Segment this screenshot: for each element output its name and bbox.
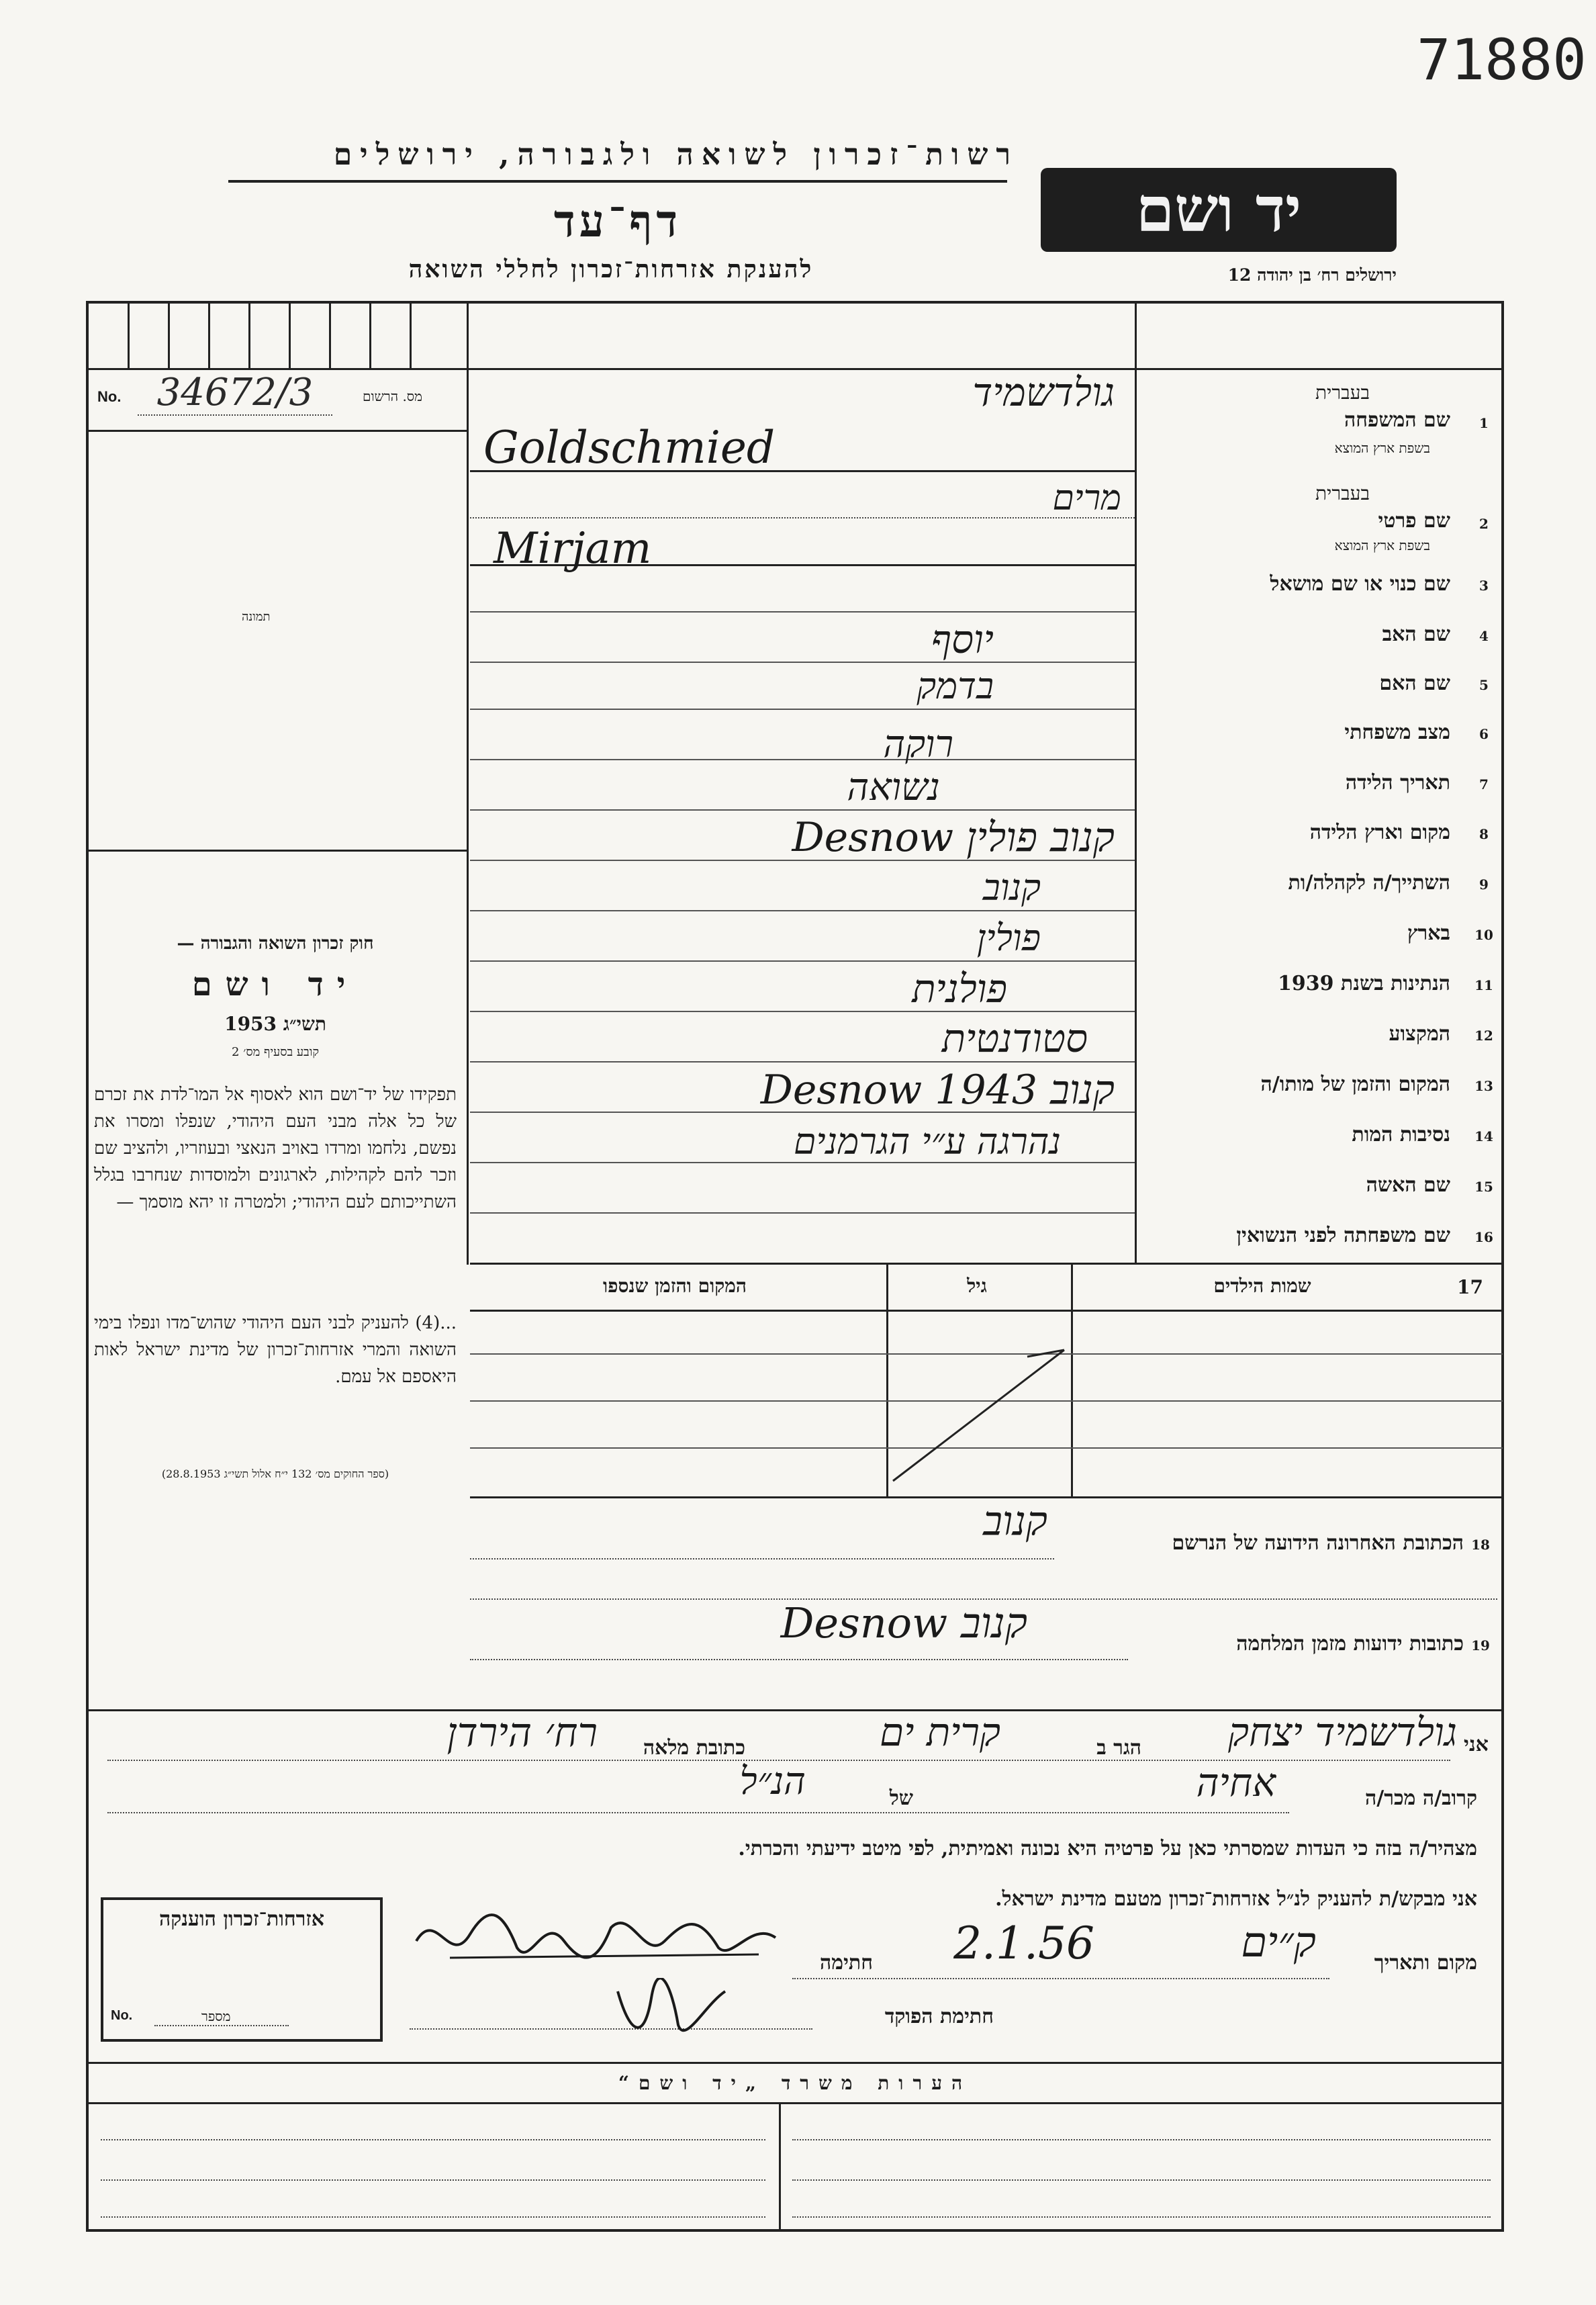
registration-number: 34672/3 bbox=[138, 371, 332, 416]
field-10-number: 10 bbox=[1474, 927, 1493, 943]
field-2-number: 2 bbox=[1479, 516, 1489, 532]
field-1-value-origin: Goldschmied bbox=[483, 422, 776, 473]
field-10-value: פולין bbox=[976, 917, 1041, 959]
field-8-number: 8 bbox=[1479, 826, 1489, 842]
officer-signature-label: חתימת הפוקד bbox=[884, 2005, 994, 2028]
field-7-number: 7 bbox=[1479, 776, 1489, 793]
place-value: ק״ים bbox=[1241, 1917, 1316, 1967]
officer-signature bbox=[604, 1978, 739, 2052]
field-9-value: קנוב bbox=[982, 866, 1041, 909]
field-11-label: הנתינות בשנת 1939 bbox=[1277, 972, 1450, 995]
photo-box-bottom bbox=[87, 850, 467, 852]
law-reference: (ספר החוקים מס׳ 132 י״ח אלול תשי״ג 28.8.1953) bbox=[161, 1467, 389, 1480]
field-4-number: 4 bbox=[1479, 628, 1489, 644]
field-6-number: 6 bbox=[1479, 726, 1489, 742]
of-label: של bbox=[889, 1787, 913, 1810]
award-title: אזרחות־זכרון הוענקה bbox=[158, 1907, 325, 1931]
field-16-number: 16 bbox=[1474, 1229, 1493, 1245]
field-2-label: שם פרטי bbox=[1378, 509, 1450, 533]
field-13-number: 13 bbox=[1474, 1078, 1493, 1094]
field-5-value: בדמק bbox=[917, 665, 994, 707]
page-id: 71880 bbox=[1417, 27, 1587, 93]
law-text-paragraph-1: תפקידו של יד־ושם הוא לאסוף אל המו־לדת את זכרם של כל אלה מבני העם היהודי, שנפלו ומסרו את נפשם, נלחמו ומרדו באויב הנאצי ובעוזריו, ולהציב שם וזכר להם לקהילות, לארגונים ולמוסדות שנחרבו בגלל השתייכותם לעם היהודי; ולמטרה זו יהא מוסמך — bbox=[94, 1085, 457, 1212]
field-12-number: 12 bbox=[1474, 1028, 1493, 1044]
field-12-label: המקצוע bbox=[1389, 1022, 1450, 1046]
column-divider-left bbox=[467, 301, 469, 1265]
law-clause: קובע בסעיף מס׳ 2 bbox=[232, 1045, 319, 1059]
law-year: תשי״ג 1953 bbox=[224, 1013, 326, 1035]
header-rule bbox=[228, 180, 1007, 183]
date-value: 2.1.56 bbox=[953, 1917, 1094, 1969]
declaration-ani: אני bbox=[1464, 1733, 1489, 1756]
form-title: דף־עד bbox=[553, 195, 682, 247]
field-6-label: מצב משפחתי bbox=[1344, 721, 1450, 744]
children-place-header: המקום והזמן שנספו bbox=[603, 1275, 747, 1297]
field-1-label: שם המשפחה bbox=[1344, 408, 1450, 432]
field-19-label: כתובות ידועות מזמן המלחמה bbox=[1236, 1632, 1464, 1656]
declarant-resides-label: הגר ב bbox=[1096, 1736, 1141, 1760]
organization-name: רשות־זכרון לשואה ולגבורה, ירושלים bbox=[333, 138, 1019, 172]
address-label: כתובת מלאה bbox=[643, 1736, 745, 1760]
field-15-number: 15 bbox=[1474, 1179, 1493, 1195]
relative-label: קרוב/ה מכר/ה bbox=[1365, 1787, 1477, 1810]
of-value: הנ״ל bbox=[739, 1760, 806, 1803]
declarant-name: גולדשמיד יצחק bbox=[1227, 1709, 1457, 1755]
award-no-label: No. bbox=[111, 2008, 133, 2023]
field-6-value: רוקה bbox=[883, 723, 953, 766]
law-heading-block bbox=[94, 934, 457, 1059]
field-2-value-origin: Mirjam bbox=[494, 524, 652, 574]
field-8-value: קנוב פולין Desnow bbox=[792, 814, 1115, 861]
field-9-number: 9 bbox=[1479, 876, 1489, 893]
yad-vashem-logo: יד ושם bbox=[1041, 168, 1397, 252]
field-13-label: המקום והזמן של מותו/ה bbox=[1260, 1073, 1450, 1096]
law-name: יד ושם bbox=[191, 966, 359, 1003]
award-number-label: מספר bbox=[201, 2008, 231, 2024]
field-3-label: שם כנוי או שם מושאל bbox=[1270, 572, 1450, 596]
field-17-number: 17 bbox=[1457, 1276, 1483, 1298]
field-10-label: בארץ bbox=[1407, 921, 1450, 945]
logo-address: ירושלים רח׳ בן יהודה 12 bbox=[1227, 265, 1397, 285]
field-1-number: 1 bbox=[1479, 415, 1489, 431]
field-18-value: קנוב bbox=[983, 1498, 1047, 1545]
law-title: חוק זכרון השואה והגבורה — bbox=[177, 934, 374, 954]
children-names-header: שמות הילדים bbox=[1213, 1275, 1311, 1297]
field-4-label: שם האב bbox=[1382, 623, 1450, 646]
photo-label: תמונה bbox=[242, 610, 271, 624]
field-19-value: קנוב Desnow bbox=[780, 1598, 1027, 1647]
field-2-value-hebrew: מרים bbox=[1052, 478, 1121, 518]
declarant-city: קרית ים bbox=[880, 1709, 1000, 1755]
children-strike-mark bbox=[886, 1310, 1071, 1496]
field-18-number: 18 bbox=[1471, 1537, 1490, 1553]
field-5-number: 5 bbox=[1479, 677, 1489, 693]
children-age-header: גיל bbox=[967, 1275, 987, 1297]
field-12-value: סטודנטית bbox=[941, 1015, 1088, 1061]
field-8-label: מקום וארץ הלידה bbox=[1309, 821, 1450, 844]
declaration-statement-2: אני מבקש/ת להעניק לנ״ל אזרחות־זכרון מטעם מדינת ישראל. bbox=[995, 1887, 1477, 1911]
field-16-label: שם משפחתה לפני הנשואין bbox=[1236, 1224, 1450, 1247]
remarks-heading: הערות משרד „יד ושם“ bbox=[618, 2072, 972, 2094]
registration-label: מס. הרשום bbox=[363, 388, 423, 404]
field-18-label: הכתובת האחרונה הידועה של הנרשם bbox=[1172, 1531, 1464, 1555]
relative-value: אחיה bbox=[1196, 1760, 1276, 1805]
field-11-value: פולנית bbox=[912, 966, 1007, 1011]
photo-box-top bbox=[87, 430, 467, 432]
declarant-signature bbox=[410, 1901, 786, 1975]
field-1-lang-hebrew: בעברית bbox=[1315, 381, 1370, 404]
field-7-value: נשואה bbox=[847, 766, 940, 809]
field-15-label: שם האשה bbox=[1366, 1173, 1450, 1197]
field-9-label: השתייך/ה לקהלה/ות bbox=[1288, 871, 1450, 895]
field-11-number: 11 bbox=[1474, 977, 1493, 993]
field-14-label: נסיבות המות bbox=[1352, 1123, 1450, 1146]
signature-label: חתימה bbox=[820, 1951, 873, 1975]
field-1-lang-origin: בשפת ארץ המוצא bbox=[1334, 440, 1430, 456]
field-14-number: 14 bbox=[1474, 1128, 1493, 1144]
field-4-value: יוסף bbox=[931, 617, 994, 662]
remarks-divider bbox=[779, 2102, 781, 2230]
field-1-value-hebrew: גולדשמיד bbox=[972, 369, 1115, 415]
place-date-label: מקום ותאריך bbox=[1374, 1951, 1477, 1975]
field-5-label: שם האם bbox=[1379, 672, 1450, 695]
registration-no-label: No. bbox=[97, 388, 122, 405]
declarant-address: רח׳ הירדן bbox=[447, 1709, 598, 1756]
field-14-value: נהרגה ע״י הגרמנים bbox=[793, 1120, 1061, 1163]
field-3-number: 3 bbox=[1479, 578, 1489, 594]
field-13-value: קנוב Desnow 1943 bbox=[760, 1067, 1115, 1114]
law-text-paragraph-2: ...(4) להעניק לבני העם היהודי שהוש־מדו ונפלו בימי השואה והמרי אזרחות־זכרון של מדינת ישראל לאות היאספם אל עמם. bbox=[94, 1313, 457, 1387]
form-subtitle: להענקת אזרחות־זכרון לחללי השואה bbox=[408, 255, 814, 283]
field-7-label: תאריך הלידה bbox=[1345, 771, 1450, 795]
field-2-lang-hebrew: בעברית bbox=[1315, 482, 1370, 504]
field-2-lang-origin: בשפת ארץ המוצא bbox=[1334, 537, 1430, 553]
declaration-statement-1: מצהיר/ה בזה כי העדות שמסרתי כאן על פרטיה היא נכונה ואמיתית, לפי מיטב ידיעתי והכרתי. bbox=[738, 1837, 1477, 1860]
field-19-number: 19 bbox=[1471, 1637, 1490, 1654]
